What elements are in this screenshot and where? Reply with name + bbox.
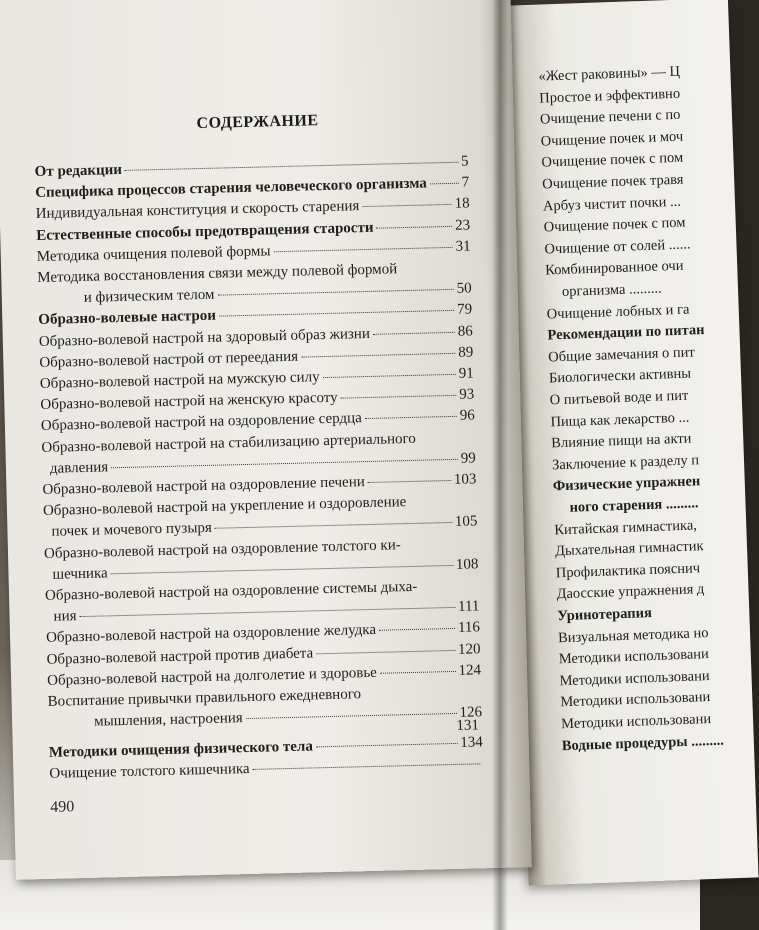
right-toc-line: Методики использовани	[560, 689, 711, 711]
right-toc-line: Рекомендации по питан	[547, 322, 705, 344]
toc-entry-label: Естественные способы предотвращения старости	[36, 219, 374, 244]
toc-entry-label: Образно-волевой настрой на оздоровление системы дыха-	[44, 578, 418, 604]
toc-page-number: 126	[459, 704, 483, 722]
right-toc-line: Очищение почек травя	[541, 171, 684, 193]
toc-page-number: 105	[454, 513, 478, 531]
page-number: 490	[50, 798, 75, 816]
right-toc-line: организма .........	[561, 280, 662, 300]
toc-page-number: 5	[460, 153, 469, 170]
toc-entry-label: Образно-волевой настрой против диабета	[46, 644, 314, 668]
toc-entry-label: Методика очищения полевой формы	[36, 243, 271, 265]
leader-dots	[341, 395, 457, 399]
right-toc-line: Методики использовани	[558, 646, 710, 668]
toc-entry-label: Индивидуальная конституция и скорость старения	[35, 198, 360, 223]
toc-entry-label: Образно-волевой настрой на оздоровление печени	[42, 474, 365, 498]
leader-dots	[301, 353, 455, 358]
leader-dots	[219, 310, 454, 317]
leader-dots	[430, 183, 459, 185]
leader-dots	[253, 763, 481, 770]
right-toc-line: Арбуз чистит почки ...	[542, 193, 682, 215]
toc-entry-label: Образно-волевой настрой на укрепление и оздоровление	[42, 494, 407, 520]
right-toc-line: Водные процедуры .........	[561, 732, 725, 754]
right-page	[498, 0, 759, 885]
toc-page-number: 99	[460, 450, 477, 467]
leader-dots	[323, 374, 456, 378]
toc-page-number: 103	[453, 471, 477, 488]
toc-page-number: 23	[454, 217, 471, 234]
toc-entry-label: Очищение толстого кишечника	[49, 761, 250, 782]
leader-dots	[316, 743, 457, 747]
leader-dots	[215, 522, 452, 529]
toc-entry-label: Образно-волевые настрои	[38, 308, 217, 329]
right-toc-line: Простое и эффективно	[538, 85, 681, 107]
right-toc-line: Методики использовани	[560, 711, 712, 733]
toc-page-number: 124	[458, 662, 482, 679]
leader-dots	[365, 416, 457, 419]
toc-page-number: 96	[459, 407, 475, 425]
toc-page-number: 93	[459, 386, 475, 403]
leader-dots	[217, 289, 453, 296]
toc-entry-label: Воспитание привычки правильного ежедневного	[47, 686, 362, 710]
toc-entry-label: От редакции	[34, 161, 123, 181]
toc-entry-label: Образно-волевой настрой на оздоровление толстого ки-	[43, 536, 401, 562]
toc-entry-label-cont: шечника	[52, 565, 108, 583]
toc-page-number: 131	[456, 717, 480, 735]
right-toc-line: Уринотерапия	[557, 605, 653, 625]
right-toc-line: Методики использовани	[559, 667, 710, 690]
right-toc-line: Общие замечания о пит	[548, 344, 696, 366]
toc-entry-label-cont: мышления, настроения	[93, 710, 243, 730]
leader-dots	[362, 204, 451, 207]
right-toc-line: Заключение к разделу п	[551, 452, 700, 474]
toc-entry-label: Образно-волевой настрой на оздоровление сердца	[40, 410, 362, 435]
leader-dots	[125, 162, 458, 171]
leader-dots	[380, 671, 456, 674]
toc-page-number: 116	[457, 619, 481, 637]
toc-page-number: 31	[455, 238, 471, 255]
right-toc-line: ного старения .........	[569, 495, 699, 516]
right-toc-line: Дыхательная гимнастик	[554, 538, 704, 560]
right-toc-line: Влияние пищи на акти	[551, 430, 692, 452]
toc-entry-label-cont: ния	[53, 608, 77, 625]
toc-entry-label: Образно-волевой настрой на долголетие и здоровье	[46, 664, 378, 689]
right-toc-line: О питьевой воде и пит	[549, 387, 689, 409]
right-toc-line: Очищение почек и моч	[540, 128, 684, 150]
toc-page-number: 108	[455, 556, 479, 573]
toc-entry-label: Образно-волевой настрой на мужскую силу	[39, 369, 320, 392]
right-toc-line: Китайская гимнастика,	[554, 516, 698, 538]
right-toc-line: Пища как лекарство ...	[550, 409, 690, 431]
toc-page-number: 50	[456, 280, 472, 297]
toc-page-number: 7	[461, 174, 470, 191]
right-page-toc	[498, 0, 728, 754]
right-toc-line: Очищение почек с пом	[541, 150, 684, 171]
leader-dots	[316, 650, 455, 654]
toc-page-number: 86	[457, 323, 473, 340]
toc-entry-label-cont: и физическим телом	[83, 286, 215, 307]
leader-dots	[111, 565, 453, 574]
leader-dots	[273, 247, 452, 252]
toc-entry	[94, 704, 482, 730]
toc-entry-label-cont: давления	[49, 459, 109, 477]
right-toc-line: Очищение от солей ......	[544, 236, 691, 258]
right-toc-line: Очищение печени с по	[539, 106, 681, 128]
toc-entry-label: Образно-волевой настрой на женскую красоту	[40, 389, 338, 414]
toc-page-number: 18	[454, 195, 470, 213]
toc-entry-label: Образно-волевой настрой на здоровый образ жизни	[38, 325, 371, 350]
leader-dots	[80, 607, 456, 617]
leader-dots	[373, 331, 455, 334]
toc-page-number: 79	[457, 301, 473, 319]
toc-entry-label: Методики очищения физического тела	[48, 738, 314, 761]
right-toc-line: Визуальная методика но	[557, 624, 709, 646]
toc-entry-label: Специфика процессов старения человеческого организма	[35, 175, 428, 202]
toc-entry-label: Образно-волевой настрой на оздоровление желудка	[45, 622, 377, 647]
right-toc-line: Очищение лобных и га	[546, 301, 690, 323]
leader-dots	[246, 713, 457, 719]
right-toc-line: Биологически активны	[548, 365, 692, 387]
right-toc-line: Комбинированное очи	[544, 258, 684, 279]
toc-entry-label: Методика восстановления связи между полевой формой	[37, 261, 398, 287]
toc-page-number: 120	[457, 640, 481, 658]
leader-dots	[111, 459, 458, 468]
toc-entry-label: Образно-волевой настрой на стабилизацию артериального	[41, 430, 417, 456]
toc-page-number: 111	[457, 598, 480, 616]
page-title: СОДЕРЖАНИЕ	[196, 112, 319, 133]
toc-page-number: 89	[458, 344, 474, 361]
right-toc-line: Очищение почек с пом	[543, 214, 686, 236]
right-toc-line: «Жест раковины» — Ц	[538, 63, 681, 85]
right-toc-line: Физические упражнен	[552, 473, 701, 495]
leader-dots	[376, 225, 452, 228]
toc-entry-label-cont: почек и мочевого пузыря	[51, 520, 213, 541]
toc-page-number: 134	[460, 734, 483, 751]
leader-dots	[379, 628, 455, 631]
book-gutter	[492, 0, 508, 930]
toc-entry-label: Образно-волевой настрой от переедания	[39, 348, 299, 371]
right-toc-line: Профилактика пояснич	[555, 560, 701, 582]
toc-page-number: 91	[458, 365, 474, 382]
right-toc-line: Даосские упражнения д	[556, 581, 705, 603]
leader-dots	[368, 480, 451, 483]
